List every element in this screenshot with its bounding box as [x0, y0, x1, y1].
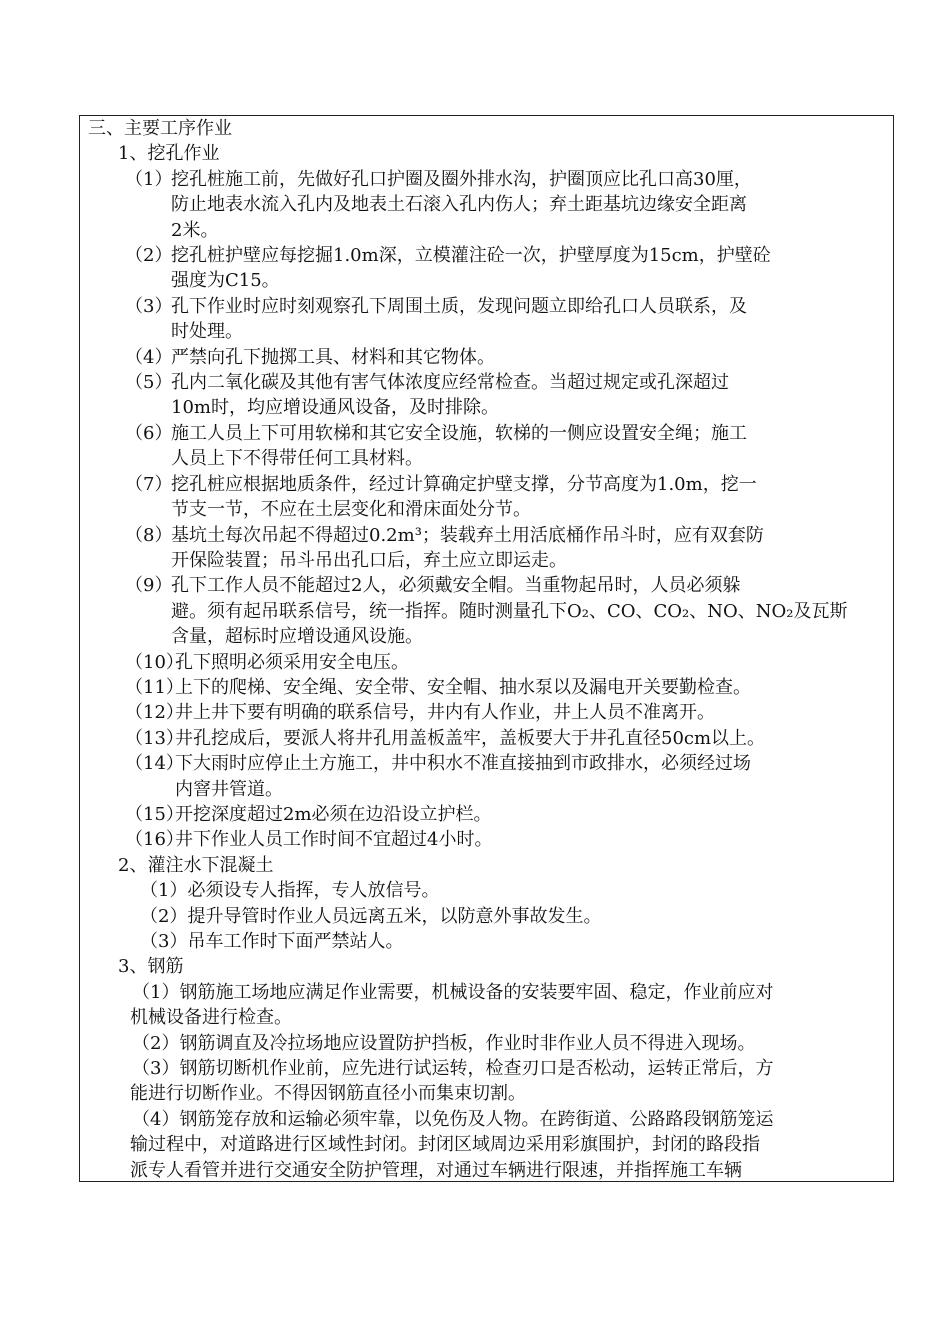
part1-heading: 1、挖孔作业: [118, 143, 220, 165]
item-text-line: 开挖深度超过2m必须在边沿设立护栏。: [175, 803, 492, 825]
item-number: （1）: [125, 168, 173, 190]
item-text-line: 施工人员上下可用软梯和其它安全设施，软梯的一侧应设置安全绳；施工: [171, 422, 747, 444]
part3-paragraph: [80, 1056, 893, 1107]
paragraph-line: 机械设备进行检查。: [130, 1007, 292, 1029]
part1-item: [80, 472, 893, 523]
item-text-line: 开保险装置；吊斗吊出孔口后，弃土应立即运走。: [171, 549, 567, 571]
part1-item: [80, 421, 893, 472]
item-text-line: 挖孔桩施工前，先做好孔口护圈及圈外排水沟，护圈顶应比孔口高30厘，: [171, 168, 752, 190]
part3-paragraph: [80, 1031, 893, 1056]
item-number: （4）: [125, 346, 173, 368]
part1-item: [80, 243, 893, 294]
item-text-line: 10m时，均应增设通风设备，及时排除。: [171, 397, 499, 419]
document-content: [80, 116, 893, 1182]
item-text: [175, 827, 889, 852]
item-text: [171, 345, 889, 370]
item-text-line: 人员上下不得带任何工具材料。: [171, 448, 423, 470]
part3-paras: [80, 980, 893, 1182]
item-text-line: 孔下工作人员不能超过2人，必须戴安全帽。当重物起吊时，人员必须躲: [171, 575, 741, 597]
item-text-line: 上下的爬梯、安全绳、安全带、安全帽、抽水泵以及漏电开关要勤检查。: [175, 676, 751, 698]
item-text: [171, 167, 889, 243]
item-text: [171, 294, 889, 345]
item-text-line: 时处理。: [171, 321, 243, 343]
item-number: （2）: [125, 245, 173, 267]
item-text: [175, 700, 889, 725]
part1-item: [80, 802, 893, 827]
paragraph-line: 派专人看管并进行交通安全防护管理，对通过车辆进行限速，并指挥施工车辆: [130, 1159, 742, 1181]
item-text-line: 基坑土每次吊起不得超过0.2m³；装载弃土用活底桶作吊斗时，应有双套防: [171, 524, 764, 546]
item-number: （16）: [125, 829, 184, 851]
item-text: [175, 726, 889, 751]
item-text-line: 防止地表水流入孔内及地表土石滚入孔内伤人；弃土距基坑边缘安全距离: [171, 194, 747, 216]
item-number: （14）: [125, 753, 184, 775]
part2-item: （2）提升导管时作业人员远离五米，以防意外事故发生。: [140, 905, 602, 927]
item-text: [175, 802, 889, 827]
part3-paragraph: [80, 980, 893, 1031]
part1-items: [80, 167, 893, 853]
item-text: [171, 243, 889, 294]
item-text-line: 井下作业人员工作时间不宜超过4小时。: [175, 829, 493, 851]
item-text: [175, 675, 889, 700]
paragraph-line: （2）钢筋调直及冷拉场地应设置防护挡板，作业时非作业人员不得进入现场。: [132, 1032, 756, 1054]
paragraph-line: （4）钢筋笼存放和运输必须牢靠，以免伤及人物。在跨街道、公路路段钢筋笼运: [132, 1108, 774, 1130]
item-text-line: 内窨井管道。: [175, 778, 283, 800]
item-text-line: 强度为C15。: [171, 270, 280, 292]
part1-item: [80, 523, 893, 574]
item-number: （3）: [125, 295, 173, 317]
item-text-line: 避。须有起吊联系信号，统一指挥。随时测量孔下O₂、CO、CO₂、NO、NO₂及瓦斯: [171, 600, 848, 622]
item-text: [171, 421, 889, 472]
part2-heading: 2、灌注水下混凝土: [118, 854, 274, 876]
item-text: [175, 650, 889, 675]
item-text-line: 下大雨时应停止土方施工，井中积水不准直接抽到市政排水，必须经过场: [175, 753, 751, 775]
item-text-line: 孔下作业时应时刻观察孔下周围土质，发现问题立即给孔口人员联系，及: [171, 295, 747, 317]
item-text-line: 2米。: [171, 219, 219, 241]
item-number: （7）: [125, 473, 173, 495]
item-number: （11）: [125, 676, 184, 698]
item-text-line: 节支一节，不应在土层变化和滑床面处分节。: [171, 499, 531, 521]
part1-item: [80, 650, 893, 675]
part3-heading: 3、钢筋: [118, 956, 184, 978]
section-title: 三、主要工序作业: [88, 118, 232, 139]
paragraph-line: 输过程中，对道路进行区域性封闭。封闭区域周边采用彩旗围护，封闭的路段指: [130, 1134, 760, 1156]
part1-item: [80, 345, 893, 370]
item-text: [171, 573, 889, 649]
part1-item: [80, 573, 893, 649]
part1-item: [80, 167, 893, 243]
document-frame: [79, 115, 894, 1182]
paragraph-line: （1）钢筋施工场地应满足作业需要，机械设备的安装要牢固、稳定，作业前应对: [132, 981, 774, 1003]
item-text: [171, 472, 889, 523]
part2-items: [80, 878, 893, 954]
part1-item: [80, 370, 893, 421]
item-text-line: 挖孔桩应根据地质条件，经过计算确定护壁支撑，分节高度为1.0m，挖一: [171, 473, 757, 495]
item-number: （9）: [125, 575, 173, 597]
part1-item: [80, 675, 893, 700]
item-number: （13）: [125, 727, 184, 749]
paragraph-line: 能进行切断作业。不得因钢筋直径小而集束切割。: [130, 1083, 526, 1105]
part3-paragraph: [80, 1107, 893, 1182]
item-text: [171, 523, 889, 574]
part1-item: [80, 294, 893, 345]
item-text: [175, 751, 889, 802]
item-number: （15）: [125, 803, 184, 825]
item-number: （12）: [125, 702, 184, 724]
item-text-line: 孔内二氧化碳及其他有害气体浓度应经常检查。当超过规定或孔深超过: [171, 372, 729, 394]
part1-item: [80, 827, 893, 852]
item-text-line: 挖孔桩护壁应每挖掘1.0m深，立模灌注砼一次，护壁厚度为15cm，护壁砼: [171, 245, 771, 267]
part1-item: [80, 751, 893, 802]
item-text: [171, 370, 889, 421]
part2-item: （1）必须设专人指挥，专人放信号。: [140, 880, 440, 902]
item-number: （5）: [125, 372, 173, 394]
item-text-line: 井孔挖成后，要派人将井孔用盖板盖牢，盖板要大于井孔直径50cm以上。: [175, 727, 766, 749]
part2-item: （3）吊车工作时下面严禁站人。: [140, 931, 404, 952]
part1-item: [80, 700, 893, 725]
item-number: （10）: [125, 651, 184, 673]
item-text-line: 孔下照明必须采用安全电压。: [175, 651, 409, 673]
item-number: （6）: [125, 422, 173, 444]
paragraph-line: （3）钢筋切断机作业前，应先进行试运转，检查刃口是否松动，运转正常后，方: [132, 1058, 774, 1080]
item-text-line: 井上井下要有明确的联系信号，井内有人作业，井上人员不准离开。: [175, 702, 715, 724]
part1-item: [80, 726, 893, 751]
item-number: （8）: [125, 524, 173, 546]
item-text-line: 含量，超标时应增设通风设施。: [171, 626, 423, 648]
item-text-line: 严禁向孔下抛掷工具、材料和其它物体。: [171, 346, 495, 368]
